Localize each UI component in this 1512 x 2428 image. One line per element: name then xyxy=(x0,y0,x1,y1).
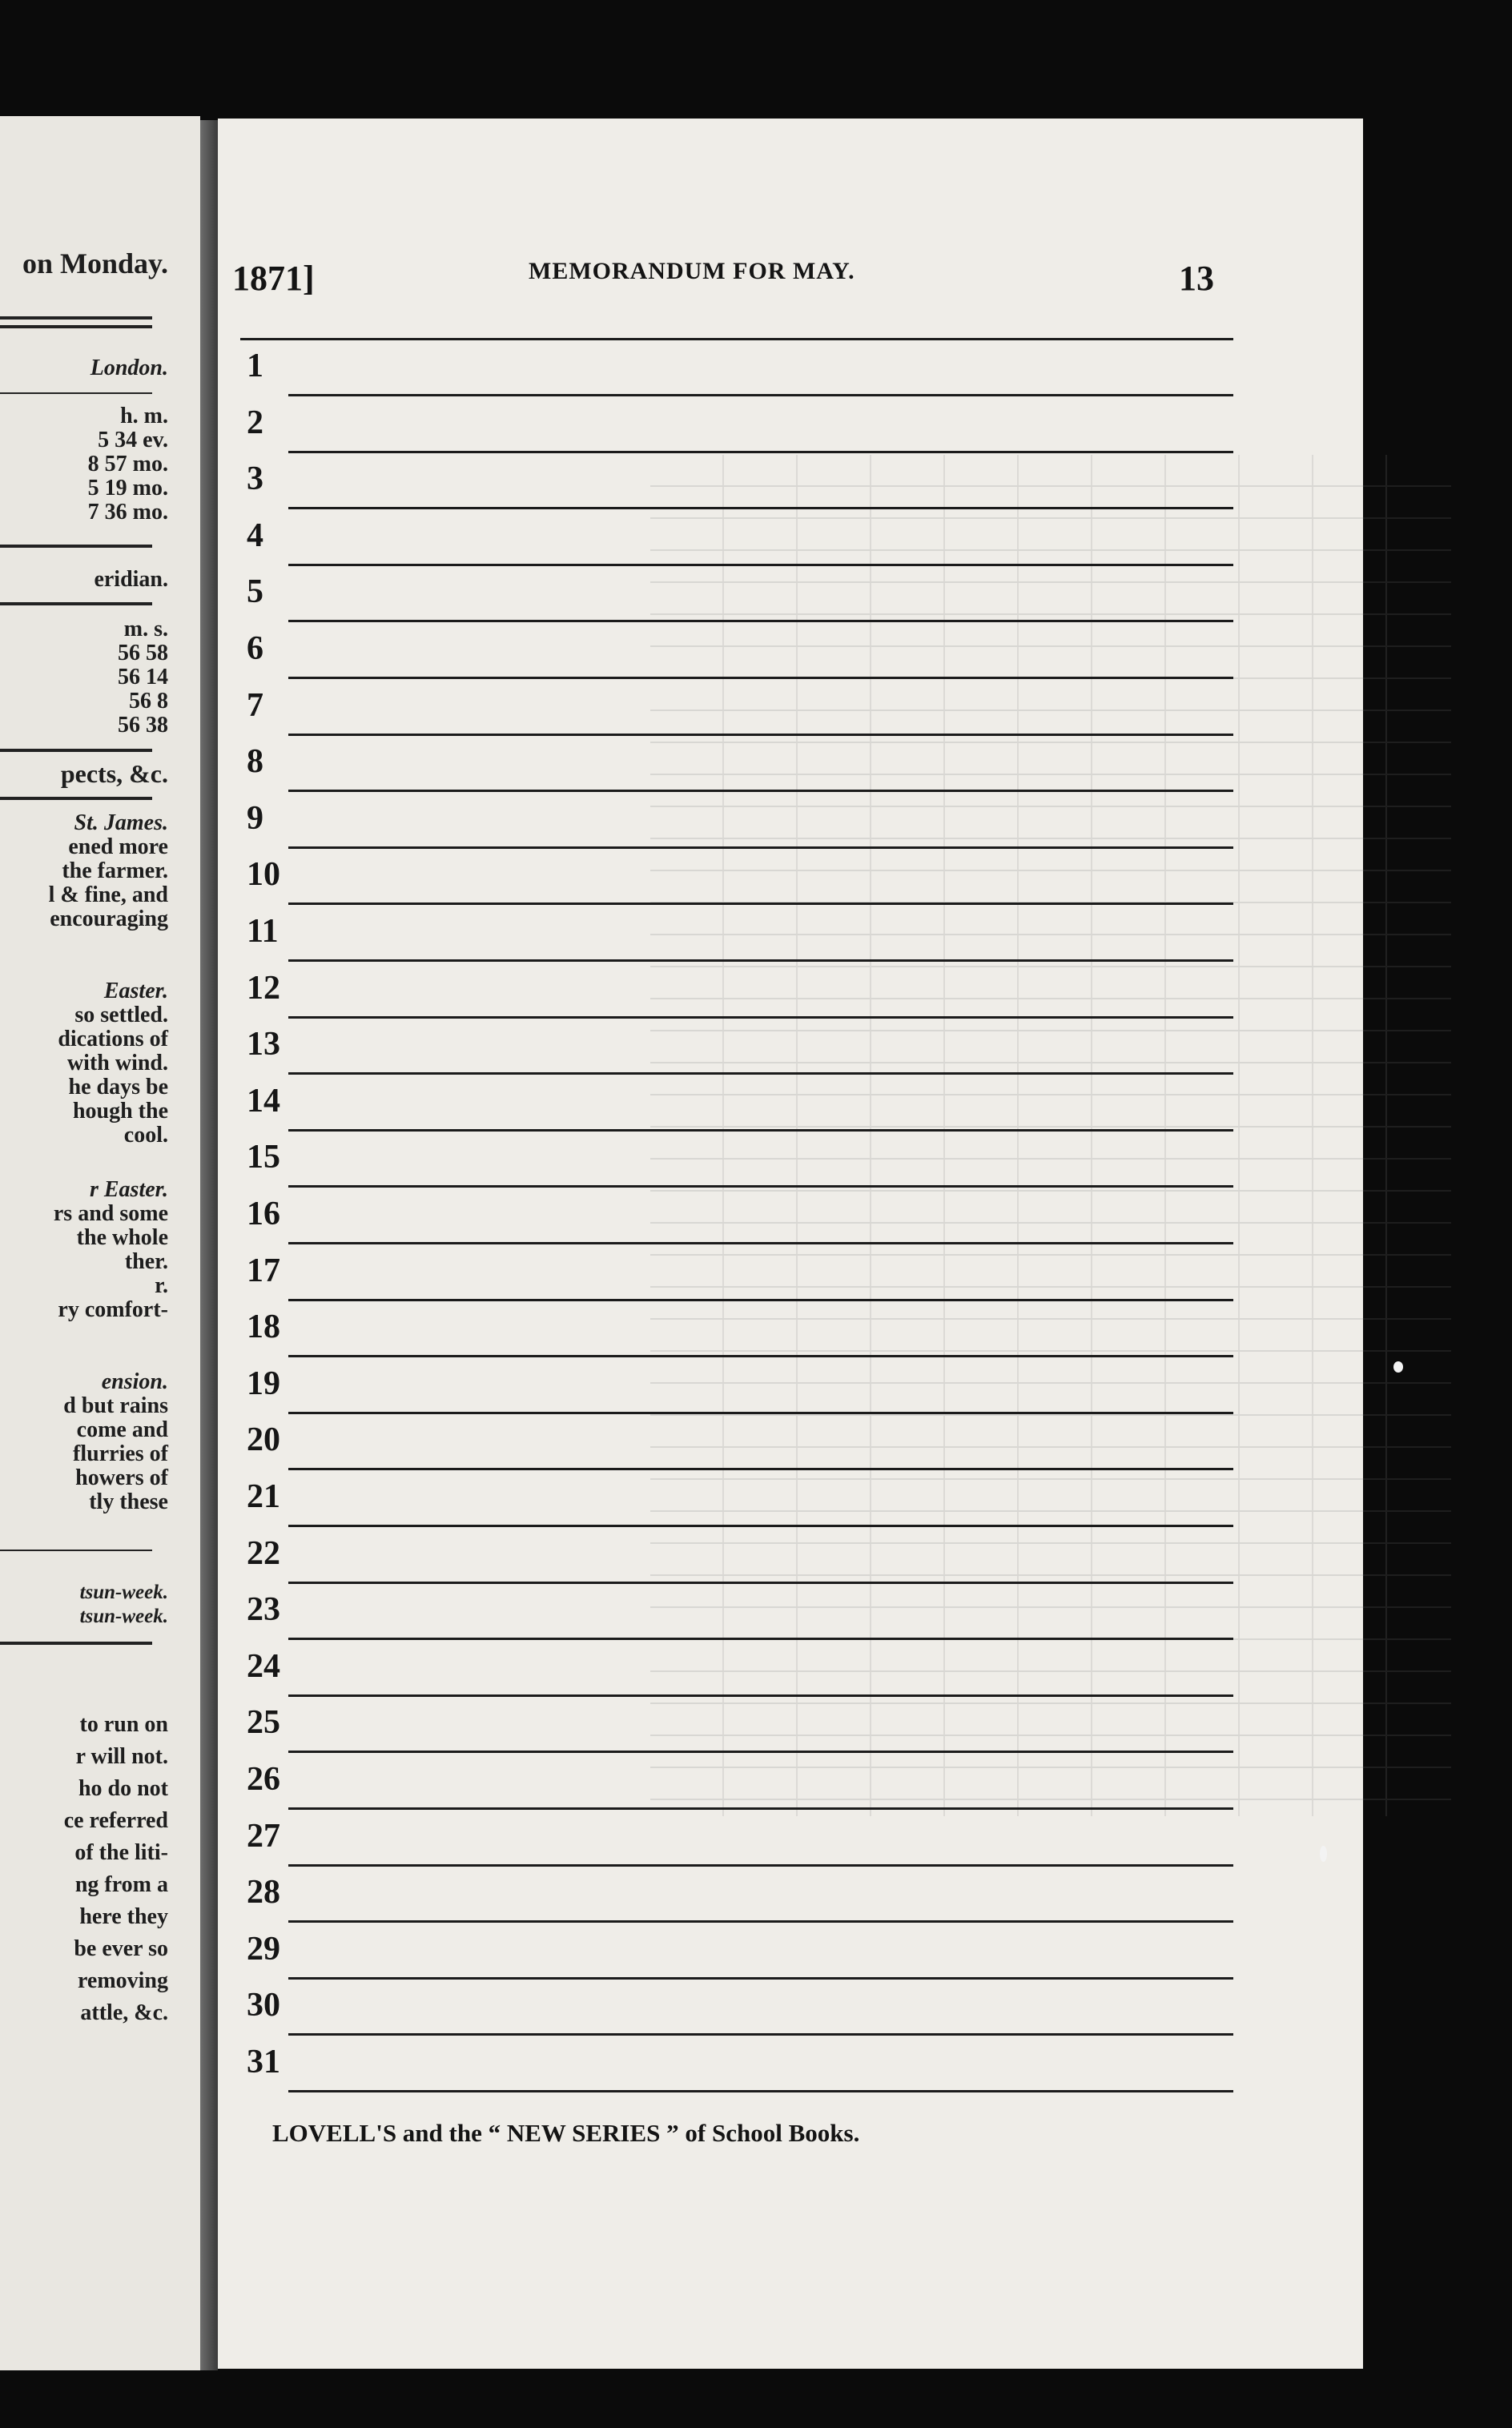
memo-writing-line xyxy=(288,1468,1233,1470)
memo-day-row[interactable] xyxy=(240,510,1233,566)
page-year: 1871] xyxy=(232,259,315,298)
memo-writing-line xyxy=(288,1185,1233,1188)
memo-day-row[interactable] xyxy=(240,1188,1233,1244)
day-number: 23 xyxy=(247,1591,280,1628)
day-number: 29 xyxy=(247,1931,280,1968)
day-number: 22 xyxy=(247,1535,280,1572)
left-table-heading: London. xyxy=(90,356,168,380)
day-number: 19 xyxy=(247,1365,280,1402)
memo-day-row[interactable] xyxy=(240,1697,1233,1753)
day-number: 11 xyxy=(247,913,279,950)
left-line: be ever so xyxy=(74,1936,168,1961)
memo-writing-line xyxy=(288,902,1233,905)
memo-day-row[interactable] xyxy=(240,397,1233,453)
left-rule xyxy=(0,1642,152,1645)
left-rule xyxy=(0,797,152,800)
left-moon-row: 7 36 mo. xyxy=(87,500,168,525)
left-line: ce referred xyxy=(63,1808,168,1833)
day-number: 2 xyxy=(247,404,263,441)
memo-day-row[interactable] xyxy=(240,1075,1233,1132)
left-line: encouraging xyxy=(50,906,168,931)
left-line: ened more xyxy=(68,834,168,859)
left-line: rs and some xyxy=(53,1201,168,1226)
memo-day-row[interactable] xyxy=(240,1980,1233,2036)
memo-writing-line xyxy=(288,677,1233,679)
memo-day-row[interactable] xyxy=(240,1528,1233,1584)
memo-day-row[interactable] xyxy=(240,1471,1233,1527)
left-line: dications of xyxy=(58,1027,168,1051)
memo-writing-line xyxy=(288,1072,1233,1075)
day-number: 18 xyxy=(247,1308,280,1345)
day-number: 27 xyxy=(247,1818,280,1855)
left-line: of the liti- xyxy=(74,1840,168,1865)
left-rule xyxy=(0,325,152,328)
left-sec-row: 56 14 xyxy=(118,665,168,689)
left-line: tsun-week. xyxy=(79,1582,168,1603)
left-line: removing xyxy=(77,1968,168,1993)
memo-day-row[interactable] xyxy=(240,1924,1233,1980)
day-number: 7 xyxy=(247,687,263,724)
left-line: ry comfort- xyxy=(58,1297,168,1322)
book-gutter xyxy=(200,120,218,2370)
left-line: cool. xyxy=(123,1123,168,1148)
memo-day-row[interactable] xyxy=(240,680,1233,736)
memo-writing-line xyxy=(288,1242,1233,1244)
memo-day-row[interactable] xyxy=(240,340,1233,396)
left-rule xyxy=(0,545,152,548)
memo-day-row[interactable] xyxy=(240,1811,1233,1867)
dust-speck xyxy=(1393,1361,1403,1373)
left-ms: m. s. xyxy=(123,617,168,641)
day-number: 6 xyxy=(247,630,263,667)
page-title: MEMORANDUM FOR MAY. xyxy=(529,258,855,284)
left-line: howers of xyxy=(75,1465,168,1490)
day-number: 12 xyxy=(247,970,280,1007)
day-number: 3 xyxy=(247,460,263,497)
left-line: tsun-week. xyxy=(79,1606,168,1627)
left-line: ther. xyxy=(124,1249,168,1274)
day-number: 4 xyxy=(247,517,263,554)
memo-writing-line xyxy=(288,790,1233,792)
memo-day-row[interactable] xyxy=(240,566,1233,622)
memo-writing-line xyxy=(288,2090,1233,2092)
left-sec-row: 56 8 xyxy=(129,689,168,714)
left-line: ng from a xyxy=(74,1872,168,1897)
day-number: 26 xyxy=(247,1761,280,1798)
memo-day-row[interactable] xyxy=(240,1245,1233,1301)
left-line: attle, &c. xyxy=(80,2000,168,2025)
left-line: ho do not xyxy=(78,1776,168,1801)
left-line: r. xyxy=(155,1273,168,1298)
memo-day-row[interactable] xyxy=(240,849,1233,905)
day-number: 10 xyxy=(247,856,280,893)
left-line: to run on xyxy=(79,1712,168,1737)
left-line: come and xyxy=(76,1417,168,1442)
dust-speck xyxy=(1320,1846,1327,1862)
left-moon-row: 5 19 mo. xyxy=(87,476,168,500)
day-number: 25 xyxy=(247,1704,280,1741)
memo-day-row[interactable] xyxy=(240,1641,1233,1697)
footer-advertisement: LOVELL'S and the “ NEW SERIES ” of School Books. xyxy=(272,2119,860,2147)
left-line: flurries of xyxy=(73,1441,168,1466)
left-rule xyxy=(0,602,152,605)
left-line: with wind. xyxy=(66,1051,168,1075)
memo-day-row[interactable] xyxy=(240,1867,1233,1923)
day-number: 15 xyxy=(247,1139,280,1176)
memo-writing-line xyxy=(288,394,1233,396)
left-header: on Monday. xyxy=(22,247,168,279)
memo-writing-line xyxy=(288,2033,1233,2036)
left-line: St. James. xyxy=(74,810,168,835)
memo-day-row[interactable] xyxy=(240,1301,1233,1357)
left-line: Easter. xyxy=(103,979,168,1003)
left-line: hough the xyxy=(72,1099,168,1124)
left-line: so settled. xyxy=(74,1003,168,1027)
memo-day-row[interactable] xyxy=(240,963,1233,1019)
memo-writing-line xyxy=(288,1525,1233,1527)
day-number: 13 xyxy=(247,1026,280,1063)
left-line: the whole xyxy=(76,1225,168,1250)
day-number: 24 xyxy=(247,1648,280,1685)
day-number: 5 xyxy=(247,573,263,610)
left-sec-row: 56 58 xyxy=(118,641,168,665)
left-line: he days be xyxy=(68,1075,168,1099)
left-hm: h. m. xyxy=(120,404,168,428)
left-moon-row: 8 57 mo. xyxy=(87,452,168,476)
memo-writing-line xyxy=(288,1920,1233,1923)
day-number: 31 xyxy=(247,2044,280,2080)
memo-day-row[interactable] xyxy=(240,1132,1233,1188)
day-number: 28 xyxy=(247,1874,280,1911)
memo-day-row[interactable] xyxy=(240,453,1233,509)
day-number: 8 xyxy=(247,743,263,780)
memo-day-row[interactable] xyxy=(240,1414,1233,1470)
day-number: 1 xyxy=(247,348,263,384)
memo-writing-line xyxy=(288,959,1233,962)
memo-writing-line xyxy=(288,1355,1233,1357)
memo-day-row[interactable] xyxy=(240,793,1233,849)
left-line: ension. xyxy=(101,1369,168,1394)
memo-writing-line xyxy=(288,507,1233,509)
memo-writing-line xyxy=(288,620,1233,622)
memo-day-row[interactable] xyxy=(240,1754,1233,1810)
day-number: 17 xyxy=(247,1252,280,1289)
memo-writing-line xyxy=(288,1751,1233,1753)
left-line: l & fine, and xyxy=(48,882,168,907)
day-number: 21 xyxy=(247,1478,280,1515)
memo-day-row[interactable] xyxy=(240,1358,1233,1414)
memo-day-row[interactable] xyxy=(240,623,1233,679)
left-rule xyxy=(0,1550,152,1551)
memo-day-row[interactable] xyxy=(240,1019,1233,1075)
page-number: 13 xyxy=(1179,259,1214,298)
memo-day-row[interactable] xyxy=(240,736,1233,792)
left-rule xyxy=(0,749,152,752)
day-number: 14 xyxy=(247,1083,280,1120)
day-number: 20 xyxy=(247,1421,280,1458)
left-aspects: pects, &c. xyxy=(60,759,168,788)
left-line: r will not. xyxy=(75,1744,168,1769)
left-rule xyxy=(0,392,152,394)
day-number: 16 xyxy=(247,1196,280,1232)
memo-writing-line xyxy=(288,1638,1233,1640)
left-rule xyxy=(0,316,152,320)
left-line: the farmer. xyxy=(62,858,168,883)
left-sec-row: 56 38 xyxy=(118,713,168,738)
day-number: 9 xyxy=(247,800,263,837)
memo-day-row[interactable] xyxy=(240,2036,1233,2092)
day-number: 30 xyxy=(247,1987,280,2024)
left-line: here they xyxy=(79,1904,168,1929)
left-line: tly these xyxy=(89,1489,168,1514)
memo-day-row[interactable] xyxy=(240,906,1233,962)
left-line: d but rains xyxy=(63,1393,168,1418)
left-meridian: eridian. xyxy=(94,567,168,592)
memo-day-row[interactable] xyxy=(240,1584,1233,1640)
left-line: r Easter. xyxy=(89,1177,168,1202)
memo-writing-line xyxy=(288,1807,1233,1810)
left-moon-row: 5 34 ev. xyxy=(98,428,168,452)
